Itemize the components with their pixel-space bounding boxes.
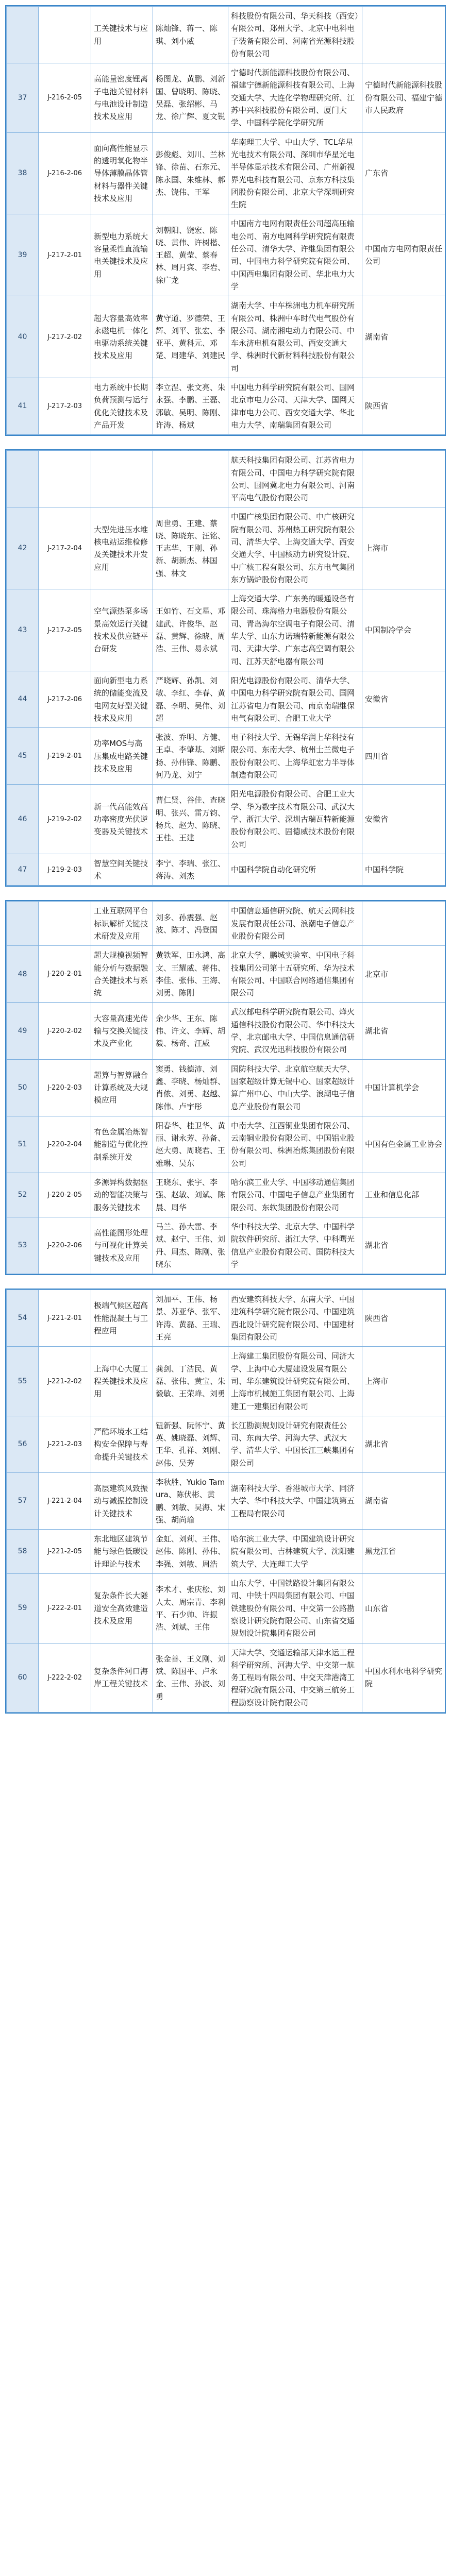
row-number <box>7 451 39 507</box>
completing-units: 北京大学、鹏城实验室、中国电子科技集团公司第十五研究所、华为技术有限公司、中国联合网络通信集团有限公司 <box>228 946 362 1003</box>
project-code: J-219-2-02 <box>39 785 91 854</box>
table-row <box>7 1003 445 1059</box>
nominator: 湖北省 <box>362 1217 445 1274</box>
row-number: 50 <box>7 1059 39 1116</box>
main-contributors: 李术才、张庆松、刘人太、周宗青、李利平、石少帅、许振浩、刘斌、王伟 <box>153 1574 228 1643</box>
nominator: 中国制冷学会 <box>362 589 445 671</box>
nominator: 中国计算机学会 <box>362 1059 445 1116</box>
main-contributors: 李宁、李瑞、张江、蒋涛、刘杰 <box>153 854 228 886</box>
nominator: 陕西省 <box>362 1290 445 1347</box>
row-number: 41 <box>7 378 39 435</box>
award-table <box>6 450 445 886</box>
project-name: 多源异构数据驱动的智能决策与服务关键技术 <box>91 1173 153 1217</box>
project-name: 工关键技术与应用 <box>91 7 153 63</box>
project-name: 面向高性能显示的透明氧化物半导体薄膜晶体管材料与器件关键技术及应用 <box>91 132 153 214</box>
row-number: 46 <box>7 785 39 854</box>
completing-units: 华南理工大学、中山大学、TCL华星光电技术有限公司、深圳市华星光电半导体显示技术有限公司、广州新视界光电科技有限公司、京东方科技集团股份有限公司、北京大学深圳研究生院 <box>228 132 362 214</box>
completing-units: 天津大学、交通运输部天津水运工程科学研究所、河海大学、中交第一航务工程局有限公司、中交天津港湾工程研究院有限公司、中交第三航务工程勘察设计院有限公司 <box>228 1643 362 1712</box>
table-row <box>7 854 445 886</box>
nominator: 湖南省 <box>362 296 445 378</box>
row-number: 47 <box>7 854 39 886</box>
project-code: J-220-2-01 <box>39 946 91 1003</box>
table-row <box>7 1530 445 1574</box>
main-contributors: 杨图龙、黄鹏、刘新国、曾晓明、陈晓、吴磊、张绍彬、马龙、徐广辉、夏文锐 <box>153 63 228 132</box>
table-section-3 <box>5 900 446 1275</box>
row-number: 38 <box>7 132 39 214</box>
row-number: 60 <box>7 1643 39 1712</box>
completing-units: 华中科技大学、北京大学、中国科学院软件研究所、浙江大学、中科曙光信息产业股份有限公司、国防科技大学 <box>228 1217 362 1274</box>
project-code: J-220-2-02 <box>39 1003 91 1059</box>
project-name: 有色金属冶炼智能制造与优化控制系统开发 <box>91 1116 153 1173</box>
nominator: 广东省 <box>362 132 445 214</box>
nominator: 北京市 <box>362 946 445 1003</box>
table-row <box>7 378 445 435</box>
row-number: 57 <box>7 1472 39 1529</box>
completing-units: 阳光电源股份有限公司、清华大学、中国电力科学研究院有限公司、国网江苏省电力有限公司、南京南瑞继保电气有限公司、合肥工业大学 <box>228 671 362 727</box>
nominator: 中国水利水电科学研究院 <box>362 1643 445 1712</box>
nominator: 中国南方电网有限责任公司 <box>362 214 445 296</box>
table-row <box>7 7 445 63</box>
project-code: J-220-2-06 <box>39 1217 91 1274</box>
project-code <box>39 451 91 507</box>
nominator: 中国科学院 <box>362 854 445 886</box>
table-row <box>7 507 445 589</box>
main-contributors: 李秋胜、Yukio Tamura、陈伏彬、黄鹏、刘敏、吴海、宋强、胡尚瑜 <box>153 1472 228 1529</box>
main-contributors: 金虹、刘莉、王伟、赵伟、陈刚、孙伟、李强、刘敏、周浩 <box>153 1530 228 1574</box>
completing-units: 电子科技大学、无锡华润上华科技有限公司、东南大学、杭州士兰微电子股份有限公司、上海华虹宏力半导体制造有限公司 <box>228 728 362 785</box>
project-name: 高能量密度锂离子电池关键材料与电池设计制造技术及应用 <box>91 63 153 132</box>
completing-units: 科技股份有限公司、华天科技（西安）有限公司、郑州大学、北京中电科电子装备有限公司、河南省光源科技股份有限公司 <box>228 7 362 63</box>
table-row <box>7 1643 445 1712</box>
project-name: 高性能图形处理与可视化计算关键技术及应用 <box>91 1217 153 1274</box>
completing-units: 上海建工集团股份有限公司、同济大学、上海中心大厦建设发展有限公司、华东建筑设计研究院有限公司、上海市机械施工集团有限公司、上海建工一建集团有限公司 <box>228 1347 362 1416</box>
completing-units: 中国信息通信研究院、航天云网科技发展有限责任公司、浪潮电子信息产业股份有限公司 <box>228 902 362 946</box>
project-code: J-219-2-03 <box>39 854 91 886</box>
project-code: J-217-2-01 <box>39 214 91 296</box>
project-name: 功率MOS与高压集成电路关键技术及应用 <box>91 728 153 785</box>
nominator: 黑龙江省 <box>362 1530 445 1574</box>
main-contributors: 刘朝阳、饶宏、陈晓、黄伟、许树楷、王超、黄莹、蔡春林、周月宾、李岩、徐广龙 <box>153 214 228 296</box>
project-name: 上海中心大厦工程关键技术及应用 <box>91 1347 153 1416</box>
row-number: 54 <box>7 1290 39 1347</box>
project-name: 极端气候区超高性能混凝土与工程应用 <box>91 1290 153 1347</box>
nominator: 湖北省 <box>362 1003 445 1059</box>
completing-units: 西安建筑科技大学、东南大学、中国建筑科学研究院有限公司、中国建筑西北设计研究院有限公司、中国建材集团有限公司 <box>228 1290 362 1347</box>
completing-units: 中南大学、江西铜业集团有限公司、云南铜业股份有限公司、中国铝业股份有限公司、株洲冶炼集团股份有限公司 <box>228 1116 362 1173</box>
project-name: 新一代高能效高功率密度光伏逆变器及关键技术 <box>91 785 153 854</box>
project-code: J-217-2-05 <box>39 589 91 671</box>
main-contributors: 刘多、孙震强、赵波、陈才、冯登国 <box>153 902 228 946</box>
table-row <box>7 1347 445 1416</box>
project-code: J-217-2-04 <box>39 507 91 589</box>
nominator: 湖北省 <box>362 1416 445 1472</box>
table-row <box>7 1290 445 1347</box>
project-code: J-216-2-06 <box>39 132 91 214</box>
table-row <box>7 1416 445 1472</box>
main-contributors: 李立浧、张文亮、朱永强、李鹏、王磊、郭敏、吴明、陈刚、许涛、杨斌 <box>153 378 228 435</box>
row-number: 37 <box>7 63 39 132</box>
project-code: J-220-2-05 <box>39 1173 91 1217</box>
table-row <box>7 214 445 296</box>
table-row <box>7 451 445 507</box>
table-row <box>7 671 445 727</box>
project-name: 面向新型电力系统的储能变流及电网友好型关键技术及应用 <box>91 671 153 727</box>
row-number: 59 <box>7 1574 39 1643</box>
nominator: 安徽省 <box>362 671 445 727</box>
table-section-4 <box>5 1289 446 1714</box>
award-table <box>6 6 445 435</box>
main-contributors: 黄守道、罗德荣、王辉、刘平、张宏、李亚平、黄科元、邓楚、周建华、刘建民 <box>153 296 228 378</box>
table-row <box>7 785 445 854</box>
project-code <box>39 902 91 946</box>
completing-units: 航天科技集团有限公司、江苏省电力有限公司、中国电力科学研究院有限公司、国网冀北电力有限公司、河南平高电气股份有限公司 <box>228 451 362 507</box>
project-code: J-217-2-06 <box>39 671 91 727</box>
project-code: J-221-2-03 <box>39 1416 91 1472</box>
project-name: 超大容量高效率永磁电机一体化电驱动系统关键技术及应用 <box>91 296 153 378</box>
main-contributors: 周世勇、王建、蔡晓、陈晓东、汪铭、王志华、王刚、孙新、胡新杰、林国强、林文 <box>153 507 228 589</box>
table-row <box>7 1116 445 1173</box>
completing-units: 湖南科技大学、香港城市大学、同济大学、华中科技大学、中国建筑第五工程局有限公司 <box>228 1472 362 1529</box>
project-code: J-222-2-01 <box>39 1574 91 1643</box>
nominator: 上海市 <box>362 507 445 589</box>
table-row <box>7 132 445 214</box>
row-number <box>7 902 39 946</box>
nominator: 陕西省 <box>362 378 445 435</box>
table-row <box>7 1173 445 1217</box>
project-code: J-221-2-01 <box>39 1290 91 1347</box>
nominator: 四川省 <box>362 728 445 785</box>
main-contributors: 钮新强、阮怀宁、黄英、姚晓磊、刘辉、王华、孔祥、刘刚、赵伟、吴芳 <box>153 1416 228 1472</box>
project-code: J-222-2-02 <box>39 1643 91 1712</box>
nominator: 安徽省 <box>362 785 445 854</box>
table-row <box>7 728 445 785</box>
completing-units: 宁德时代新能源科技股份有限公司、福建宁德新能源科技有限公司、上海交通大学、大连化学物理研究所、江苏中兴科技股份有限公司、厦门大学、中国科学院化学研究所 <box>228 63 362 132</box>
main-contributors: 刘加平、王伟、杨景、苏亚华、张军、许涛、黄磊、王瑞、王亮 <box>153 1290 228 1347</box>
project-name: 工业互联网平台标识解析关键技术研发及应用 <box>91 902 153 946</box>
project-name: 大容量高速光传输与交换关键技术及产业化 <box>91 1003 153 1059</box>
completing-units: 国防科技大学、北京航空航天大学、国家超级计算无锡中心、国家超级计算广州中心、中山大学、浪潮电子信息产业股份有限公司 <box>228 1059 362 1116</box>
row-number: 44 <box>7 671 39 727</box>
row-number: 55 <box>7 1347 39 1416</box>
row-number: 43 <box>7 589 39 671</box>
project-name: 高层建筑风致振动与减振控制设计关键技术 <box>91 1472 153 1529</box>
project-code: J-221-2-04 <box>39 1472 91 1529</box>
main-contributors <box>153 451 228 507</box>
main-contributors: 张金善、王义刚、刘斌、陈国平、卢永金、王伟、孙波、刘勇 <box>153 1643 228 1712</box>
row-number: 53 <box>7 1217 39 1274</box>
main-contributors: 阳春华、桂卫华、黄丽、谢永芳、孙备、赵大勇、周晓君、王雅琳、吴东 <box>153 1116 228 1173</box>
table-row <box>7 1059 445 1116</box>
completing-units: 山东大学、中国铁路设计集团有限公司、中铁十四局集团有限公司、中国铁建股份有限公司、中交第一公路勘察设计研究院有限公司、山东省交通规划设计院集团有限公司 <box>228 1574 362 1643</box>
project-code: J-220-2-04 <box>39 1116 91 1173</box>
main-contributors: 黄铁军、田永鸿、高文、王耀威、蒋伟、李佳、张伟、王海、刘勇、陈刚 <box>153 946 228 1003</box>
project-name: 东北地区建筑节能与绿色低碳设计理论与技术 <box>91 1530 153 1574</box>
row-number: 49 <box>7 1003 39 1059</box>
main-contributors: 曹仁贤、谷佳、查晓明、张兴、雷万钧、杨兵、赵为、陈晓、王桂、王建 <box>153 785 228 854</box>
row-number: 58 <box>7 1530 39 1574</box>
completing-units: 上海交通大学、广东美的暖通设备有限公司、珠海格力电器股份有限公司、青岛海尔空调电子有限公司、清华大学、山东力诺瑞特新能源有限公司、天津大学、广东志高空调有限公司、江苏天舒电器有限公司 <box>228 589 362 671</box>
table-row <box>7 1574 445 1643</box>
nominator <box>362 451 445 507</box>
main-contributors: 陈灿锋、蒋一、陈琪、刘小威 <box>153 7 228 63</box>
nominator: 宁德时代新能源科技股份有限公司、福建宁德市人民政府 <box>362 63 445 132</box>
row-number <box>7 7 39 63</box>
table-row <box>7 63 445 132</box>
row-number: 52 <box>7 1173 39 1217</box>
project-code: J-219-2-01 <box>39 728 91 785</box>
table-section-1 <box>5 5 446 436</box>
table-row <box>7 946 445 1003</box>
project-code: J-220-2-03 <box>39 1059 91 1116</box>
project-name: 严酷环境水工结构安全保障与寿命提升关键技术 <box>91 1416 153 1472</box>
main-contributors: 龚剑、丁洁民、黄磊、张伟、黄宝、朱毅敏、王荣峰、刘勇 <box>153 1347 228 1416</box>
project-code <box>39 7 91 63</box>
project-name: 新型电力系统大容量柔性直流输电关键技术及应用 <box>91 214 153 296</box>
row-number: 39 <box>7 214 39 296</box>
table-row <box>7 1472 445 1529</box>
nominator: 中国有色金属工业协会 <box>362 1116 445 1173</box>
completing-units: 哈尔滨工业大学、中国移动通信集团有限公司、中国电子信息产业集团有限公司、东软集团股份有限公司 <box>228 1173 362 1217</box>
table-section-2 <box>5 449 446 887</box>
completing-units: 长江勘测规划设计研究有限责任公司、东南大学、河海大学、武汉大学、清华大学、中国长江三峡集团有限公司 <box>228 1416 362 1472</box>
project-code: J-216-2-05 <box>39 63 91 132</box>
main-contributors: 窦勇、钱德沛、刘鑫、李晓、杨灿群、肖侬、刘勇、赵越、陈伟、卢宇彤 <box>153 1059 228 1116</box>
row-number: 56 <box>7 1416 39 1472</box>
row-number: 48 <box>7 946 39 1003</box>
main-contributors: 马兰、孙大雷、李斌、赵宁、王伟、刘丹、周杰、陈刚、张晓东 <box>153 1217 228 1274</box>
table-row <box>7 589 445 671</box>
award-table <box>6 901 445 1274</box>
row-number: 51 <box>7 1116 39 1173</box>
table-row <box>7 296 445 378</box>
main-contributors: 王晓东、张宇、李强、赵敏、刘斌、陈晨、周华 <box>153 1173 228 1217</box>
project-name <box>91 451 153 507</box>
main-contributors: 彭俊彪、刘川、兰林锋、徐苗、石东元、陈永国、朱维林、郝杰、饶伟、王军 <box>153 132 228 214</box>
project-name: 智慧空间关键技术 <box>91 854 153 886</box>
completing-units: 湖南大学、中车株洲电力机车研究所有限公司、株洲中车时代电气股份有限公司、湖南湘电动力有限公司、中车永济电机有限公司、西安交通大学、株洲时代新材料科技股份有限公司 <box>228 296 362 378</box>
project-code: J-221-2-02 <box>39 1347 91 1416</box>
project-name: 电力系统中长期负荷预测与运行优化关键技术及产品开发 <box>91 378 153 435</box>
completing-units: 中国广核集团有限公司、中广核研究院有限公司、苏州热工研究院有限公司、清华大学、上海交通大学、西安交通大学、中国核动力研究设计院、中广核工程有限公司、东方电气集团东方锅炉股份有限公司 <box>228 507 362 589</box>
main-contributors: 王如竹、石文星、邓建武、许俊华、赵磊、黄辉、徐晓、周浩、王伟、易永斌 <box>153 589 228 671</box>
row-number: 42 <box>7 507 39 589</box>
project-code: J-221-2-05 <box>39 1530 91 1574</box>
project-name: 空气源热泵多场景高效运行关键技术及供应链平台研发 <box>91 589 153 671</box>
table-row <box>7 1217 445 1274</box>
nominator: 湖南省 <box>362 1472 445 1529</box>
table-row <box>7 902 445 946</box>
row-number: 45 <box>7 728 39 785</box>
award-table <box>6 1290 445 1713</box>
main-contributors: 严晓辉、孙凯、刘敏、李红、李春、黄磊、李明、吴伟、刘超 <box>153 671 228 727</box>
nominator: 工业和信息化部 <box>362 1173 445 1217</box>
project-name: 大型先进压水堆核电站运维检修及关键技术开发应用 <box>91 507 153 589</box>
nominator <box>362 7 445 63</box>
nominator: 山东省 <box>362 1574 445 1643</box>
completing-units: 中国电力科学研究院有限公司、国网北京市电力公司、天津大学、国网天津市电力公司、西安交通大学、华北电力大学、南瑞集团有限公司 <box>228 378 362 435</box>
nominator <box>362 902 445 946</box>
project-name: 超算与智算融合计算系统及大规模应用 <box>91 1059 153 1116</box>
completing-units: 中国南方电网有限责任公司超高压输电公司、南方电网科学研究院有限责任公司、清华大学、许继集团有限公司、中国电力科学研究院有限公司、中国西电集团有限公司、华北电力大学 <box>228 214 362 296</box>
nominator: 上海市 <box>362 1347 445 1416</box>
project-code: J-217-2-02 <box>39 296 91 378</box>
completing-units: 中国科学院自动化研究所 <box>228 854 362 886</box>
row-number: 40 <box>7 296 39 378</box>
completing-units: 阳光电源股份有限公司、合肥工业大学、华为数字技术有限公司、武汉大学、浙江大学、深圳古瑞瓦特新能源股份有限公司、固德威技术股份有限公司 <box>228 785 362 854</box>
project-name: 复杂条件长大隧道安全高效建造技术及应用 <box>91 1574 153 1643</box>
main-contributors: 张波、乔明、方健、王卓、李肇基、刘斯扬、孙伟锋、陈鹏、何乃龙、刘宁 <box>153 728 228 785</box>
completing-units: 哈尔滨工业大学、中国建筑设计研究院有限公司、吉林建筑大学、沈阳建筑大学、大连理工大学 <box>228 1530 362 1574</box>
project-name: 复杂条件河口海岸工程关键技术 <box>91 1643 153 1712</box>
completing-units: 武汉邮电科学研究院有限公司、烽火通信科技股份有限公司、华中科技大学、北京邮电大学、中国信息通信研究院、武汉光迅科技股份有限公司 <box>228 1003 362 1059</box>
project-code: J-217-2-03 <box>39 378 91 435</box>
project-name: 超大规模视频智能分析与数据融合关键技术与系统 <box>91 946 153 1003</box>
main-contributors: 余少华、王东、陈伟、许文、李辉、胡毅、杨奇、汪威 <box>153 1003 228 1059</box>
